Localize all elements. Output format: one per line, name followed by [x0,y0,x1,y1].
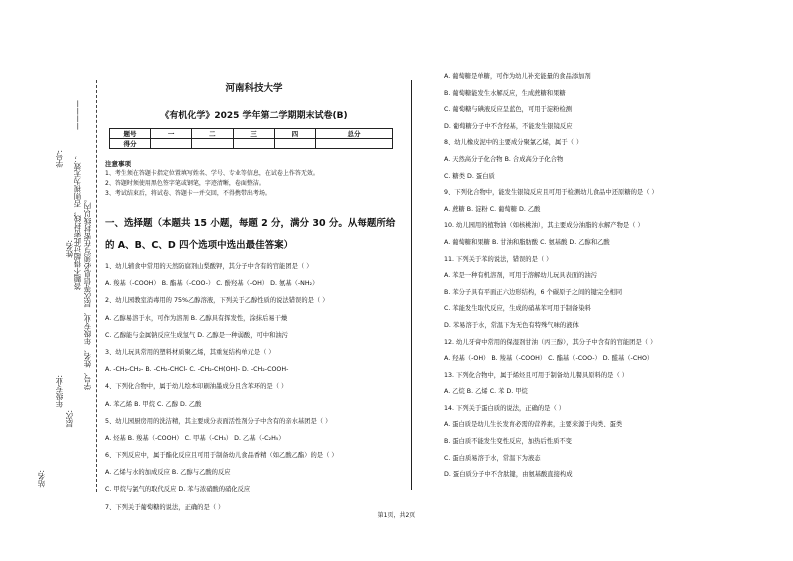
left-column [105,78,403,521]
question-line: A. 羟基（-OH） B. 羧基（-COOH） C. 酯基（-COO-） D. 醛基（-CHO） [444,355,654,363]
instruction-line-1: 答题不得超过此密封线，否则视为无效； [73,155,82,290]
score-cell: 总分 [316,129,393,139]
question-line: 7、下列关于葡萄糖的说法，正确的是（ ） [105,503,225,511]
level-label: 层次: [65,410,74,428]
dotted-mark: ———— [73,100,82,130]
seal-line [96,80,97,492]
university-name: 河南科技大学 [225,83,283,94]
question-line: C. 乙醇能与金属钠反应生成氢气 D. 乙醇是一种弱酸，可中和油污 [105,331,288,339]
question-line: B. 苯分子具有平面正六边形结构，6 个碳原子之间的键完全相同 [444,288,623,296]
question-line: A. 羧基（-COOH） B. 酯基（-COO-） C. 酚羟基（-OH） D. 氨基（-NH₂） [105,280,319,288]
score-cell: 四 [274,129,315,139]
score-cell: 题号 [110,129,151,139]
right-questions [444,73,779,478]
right-column [444,73,779,488]
question-line: C. 蛋白质易溶于水，常温下为液态 [444,454,541,462]
question-line: 5、幼儿园厨房用的洗洁精，其主要成分表面活性剂分子中含有的亲水基团是（ ） [105,417,332,425]
student-id-label: 学号: [55,150,64,168]
score-cell [316,139,393,149]
question-line: C. 苯能发生取代反应，生成的硝基苯可用于制备染料 [444,305,591,313]
question-line: A. 苯是一种有机溶剂，可用于溶解幼儿玩具表面的油污 [444,272,598,280]
question-line: A. 蔗糖 B. 淀粉 C. 葡萄糖 D. 乙酸 [444,205,541,213]
station-label: 站名: [37,470,46,488]
question-line: 9、下列化合物中，能发生银镜反应且可用于检测幼儿食品中还原糖的是（ ） [444,189,658,197]
question-line: 14. 下列关于蛋白质的说法，正确的是（ ） [444,404,566,412]
question-line: A. 乙烷 B. 乙烯 C. 苯 D. 甲烷 [444,388,528,396]
note-item: 1、考生须在答题卡指定位置填写姓名、学号、专业等信息，在试卷上作答无效。 [105,170,319,177]
question-line: 8、幼儿橡皮泥中的主要成分聚氯乙烯，属于（ ） [444,139,583,147]
section-title [105,213,403,257]
score-cell: 二 [192,129,233,139]
question-line: 3、幼儿玩具常用的塑料材质聚乙烯，其重复结构单元是（ ） [105,348,275,356]
question-line: 13. 下列化合物中，属于烯烃且可用于制备幼儿餐具原料的是（ ） [444,371,629,379]
question-line: 2、幼儿园教室消毒用的 75%乙醇溶液，下列关于乙醇性质的说法错误的是（ ） [105,297,329,305]
question-line: B. 蛋白质不能发生变性反应，加热后性质不变 [444,438,572,446]
question-line: A. 蛋白质是幼儿生长发育必需的营养素，主要来源于肉类、蛋类 [444,421,623,429]
question-line: B. 葡萄糖能发生水解反应，生成蔗糖和果糖 [444,89,566,97]
question-line: D. 蛋白质分子中不含肽键，由氨基酸直接构成 [444,471,573,479]
question-line: A. 葡萄糖是单糖，可作为幼儿补充能量的食品添加剂 [444,73,591,80]
note-item: 3、考试结束后，将试卷、答题卡一并交回，不得携带出考场。 [105,190,271,197]
note-item: 2、答题时须使用黑色签字笔或钢笔，字迹清晰，卷面整洁。 [105,180,265,187]
question-line: 12. 幼儿牙膏中常用的保湿剂甘油（丙三醇），其分子中含有的官能团是（ ） [444,338,657,346]
grade-major-label: 年级专业: [55,375,64,408]
question-line: 6、下列反应中，属于酯化反应且可用于制备幼儿食品香精（如乙酸乙酯）的是（ ） [105,452,338,460]
question-line: 4、下列化合物中，属于幼儿绘本印刷油墨成分且含苯环的是（ ） [105,383,288,391]
score-cell: 一 [151,129,192,139]
page-number: 第1页，共2页 [377,512,416,519]
question-line: 10. 幼儿园用的植物油（如核桃油），其主要成分油脂的水解产物是（ ） [444,222,644,230]
question-line: C. 葡萄糖与碘液反应呈蓝色，可用于淀粉检测 [444,106,573,114]
score-table [109,128,393,149]
exam-notes [105,159,403,199]
question-line: C. 甲烷与氯气的取代反应 D. 苯与浓硝酸的硝化反应 [105,486,251,494]
name-label: 姓名: [65,240,74,258]
score-cell: 三 [233,129,274,139]
score-header-row [110,129,393,139]
question-line: A. 烃基 B. 羧基（-COOH） C. 甲基（-CH₃） D. 乙基（-C₂H₅） [105,434,285,442]
question-line: C. 糖类 D. 蛋白质 [444,172,495,180]
question-line: 1、幼儿辅食中常用的天然防腐剂山梨酸钾，其分子中含有的官能团是（ ） [105,263,313,270]
question-line: A. 葡萄糖和果糖 B. 甘油和脂肪酸 C. 氨基酸 D. 乙醇和乙酸 [444,238,610,246]
column-divider [411,80,412,490]
question-line: A. 乙烯与水的加成反应 B. 乙醇与乙酸的反应 [105,469,231,477]
question-line: 11. 下列关于苯的说法，错误的是（ ） [444,255,553,263]
question-line: A. 苯乙烯 B. 甲烷 C. 乙醇 D. 乙酸 [105,400,202,408]
score-cell [192,139,233,149]
question-line: A. 乙醇易溶于水，可作为溶剂 B. 乙醇具有挥发性，涂抹后易干燥 [105,314,288,322]
score-cell [233,139,274,149]
question-line: A. 天然高分子化合物 B. 合成高分子化合物 [444,155,564,163]
left-questions [105,263,403,511]
section-title-line-1: 一、选择题（本题共 15 小题，每题 2 分，满分 30 分。从每题所给 [105,218,396,229]
score-value-row [110,139,393,149]
question-line: D. 苯易溶于水，常温下为无色有特殊气味的液体 [444,321,579,329]
binding-margin [0,0,100,561]
question-line: A. -CH₂-CH₂- B. -CH₂-CHCl- C. -CH₂-CH(OH)- D. -CH₂-COOH- [105,366,289,374]
notes-heading: 注意事项 [105,160,131,168]
question-line: D. 葡萄糖分子中不含羟基，不能发生银镜反应 [444,122,573,130]
section-title-line-2: 的 A、B、C、D 四个选项中选出最佳答案） [105,240,294,251]
instruction-line-2: 学号、姓名、年级专业、层次等信息必须写在密封线以内。 [83,195,92,390]
score-cell: 得分 [110,139,151,149]
score-cell [151,139,192,149]
exam-title: 《有机化学》2025 学年第二学期期末试卷(B) [160,111,348,121]
score-cell [274,139,315,149]
